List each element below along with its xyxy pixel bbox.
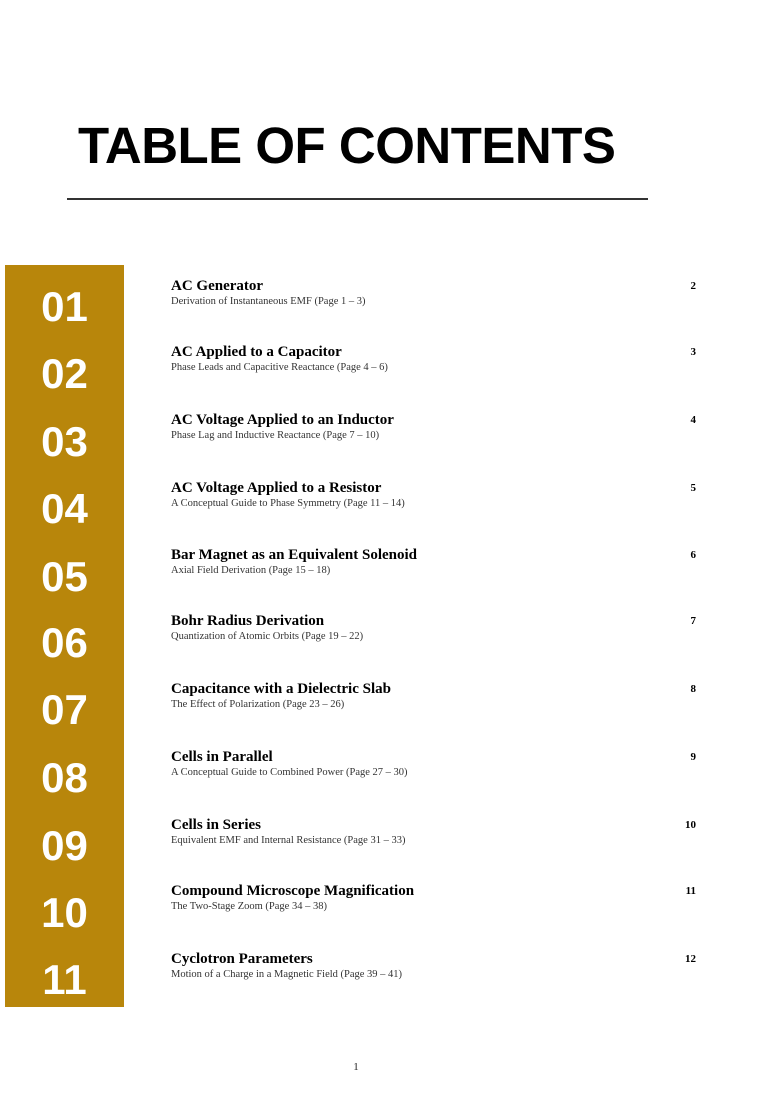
toc-entry[interactable] bbox=[171, 479, 696, 519]
chapter-number: 09 bbox=[41, 822, 88, 869]
toc-entry[interactable] bbox=[171, 748, 696, 788]
toc-entry[interactable] bbox=[171, 950, 696, 990]
entry-subtitle: A Conceptual Guide to Combined Power (Page 27 – 30) bbox=[171, 767, 408, 778]
entry-subtitle: A Conceptual Guide to Phase Symmetry (Page 11 – 14) bbox=[171, 498, 405, 509]
toc-entry[interactable] bbox=[171, 816, 696, 856]
chapter-number: 03 bbox=[41, 418, 88, 465]
page-title: TABLE OF CONTENTS bbox=[78, 117, 616, 174]
entry-page-number: 10 bbox=[685, 819, 696, 831]
footer-page-number: 1 bbox=[353, 1061, 359, 1073]
entry-title: Bohr Radius Derivation bbox=[171, 613, 325, 629]
chapter-number: 08 bbox=[41, 754, 88, 801]
entry-page-number: 8 bbox=[690, 683, 696, 695]
toc-entry[interactable] bbox=[171, 343, 696, 383]
chapter-number: 02 bbox=[41, 350, 88, 397]
chapter-number: 04 bbox=[41, 485, 88, 532]
entry-subtitle: Quantization of Atomic Orbits (Page 19 – 22) bbox=[171, 631, 364, 642]
entry-page-number: 12 bbox=[685, 953, 696, 965]
entry-subtitle: Derivation of Instantaneous EMF (Page 1 – 3) bbox=[171, 296, 366, 307]
chapter-number-band bbox=[5, 265, 124, 1007]
entry-page-number: 6 bbox=[690, 549, 696, 561]
entry-title: Cells in Parallel bbox=[171, 749, 273, 765]
entry-subtitle: Equivalent EMF and Internal Resistance (Page 31 – 33) bbox=[171, 835, 406, 846]
title-divider bbox=[67, 198, 648, 200]
entry-title: Bar Magnet as an Equivalent Solenoid bbox=[171, 547, 418, 563]
entry-title: Capacitance with a Dielectric Slab bbox=[171, 681, 391, 697]
entry-page-number: 5 bbox=[690, 482, 696, 494]
chapter-number: 10 bbox=[41, 889, 88, 936]
entry-subtitle: The Effect of Polarization (Page 23 – 26) bbox=[171, 699, 345, 710]
entry-subtitle: Phase Lag and Inductive Reactance (Page 7 – 10) bbox=[171, 430, 380, 441]
entry-page-number: 2 bbox=[690, 280, 696, 292]
toc-entry[interactable] bbox=[171, 411, 696, 451]
entry-title: AC Voltage Applied to an Inductor bbox=[171, 412, 394, 428]
entry-page-number: 4 bbox=[690, 414, 696, 426]
entry-subtitle: Axial Field Derivation (Page 15 – 18) bbox=[171, 565, 331, 576]
entry-page-number: 9 bbox=[690, 751, 696, 763]
entry-title: Cells in Series bbox=[171, 817, 261, 833]
entry-page-number: 11 bbox=[685, 885, 696, 897]
chapter-number: 05 bbox=[41, 553, 88, 600]
toc-entry[interactable] bbox=[171, 612, 696, 652]
entry-title: AC Applied to a Capacitor bbox=[171, 344, 342, 360]
entry-subtitle: Motion of a Charge in a Magnetic Field (Page 39 – 41) bbox=[171, 969, 403, 980]
entry-subtitle: Phase Leads and Capacitive Reactance (Page 4 – 6) bbox=[171, 362, 388, 373]
chapter-number: 01 bbox=[41, 283, 88, 330]
entry-title: Compound Microscope Magnification bbox=[171, 883, 415, 899]
entry-title: Cyclotron Parameters bbox=[171, 951, 313, 967]
toc-entry[interactable] bbox=[171, 680, 696, 720]
toc-entry[interactable] bbox=[171, 882, 696, 922]
chapter-number: 11 bbox=[42, 956, 87, 1003]
toc-entry[interactable] bbox=[171, 546, 696, 586]
entry-title: AC Generator bbox=[171, 278, 264, 294]
entry-page-number: 3 bbox=[690, 346, 696, 358]
entry-title: AC Voltage Applied to a Resistor bbox=[171, 480, 382, 496]
entry-subtitle: The Two-Stage Zoom (Page 34 – 38) bbox=[171, 901, 327, 912]
chapter-number: 06 bbox=[41, 619, 88, 666]
entry-page-number: 7 bbox=[690, 615, 696, 627]
chapter-number: 07 bbox=[41, 686, 88, 733]
toc-entry[interactable] bbox=[171, 277, 696, 317]
